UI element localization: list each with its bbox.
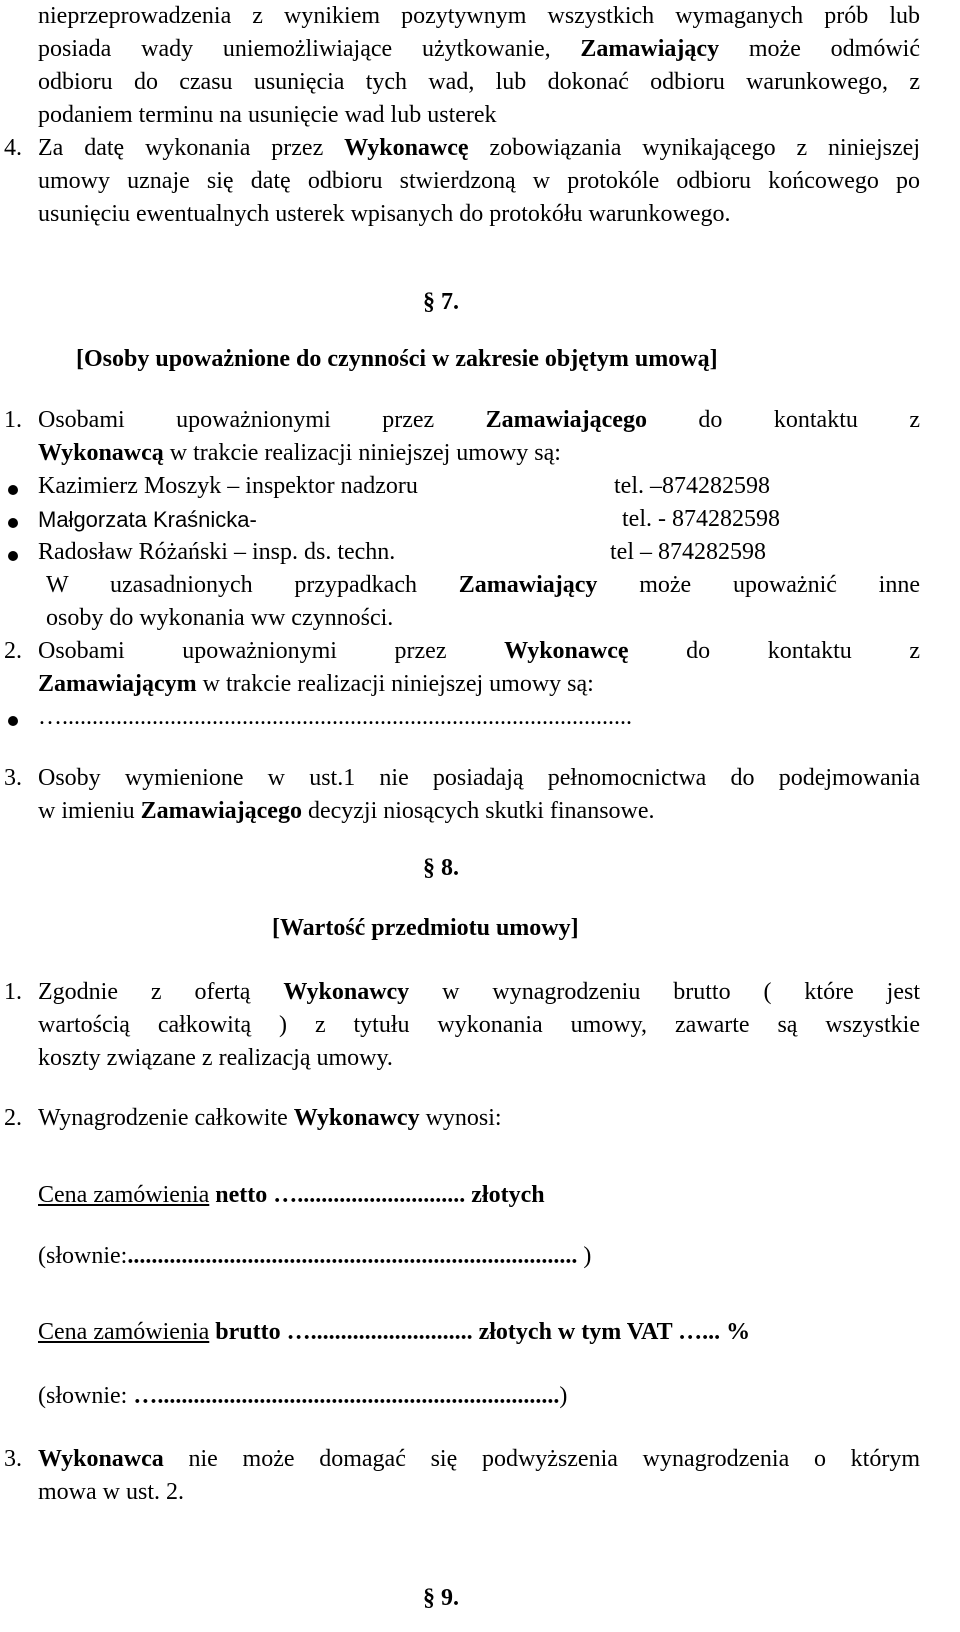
paragraph-line: Wykonawca nie może domagać się podwyższenia wynagrodzenia o którym [38,1446,920,1472]
bullet-icon [8,485,18,495]
list-number: 2. [4,638,22,664]
list-item: Małgorzata Kraśnicka- [38,507,257,532]
price-netto-line: Cena zamówienia netto …............................ złotych [38,1182,545,1208]
paragraph-line: podaniem terminu na usunięcie wad lub usterek [38,102,497,128]
list-item-phone: tel. –874282598 [614,473,770,499]
list-item: Radosław Różański – insp. ds. techn. [38,539,396,565]
paragraph-line: Osobami upoważnionymi przez Zamawiającego do kontaktu z [38,407,920,433]
paragraph-line: Osoby wymienione w ust.1 nie posiadają pełnomocnictwa do podejmowania [38,765,920,791]
list-item-phone: tel. - 874282598 [622,506,780,532]
price-brutto-line: Cena zamówienia brutto …........................... złotych w tym VAT …... % [38,1319,751,1345]
list-number: 1. [4,979,22,1005]
paragraph-line: umowy uznaje się datę odbioru stwierdzoną w protokóle odbioru końcowego po [38,168,920,194]
paragraph-line: W uzasadnionych przypadkach Zamawiający może upoważnić inne [46,572,921,598]
bullet-icon [8,551,18,561]
paragraph-line: Wynagrodzenie całkowite Wykonawcy wynosi: [38,1105,502,1131]
list-number: 2. [4,1105,22,1131]
section-heading: § 8. [423,855,459,881]
price-netto-words-line: (słownie:........................................................................... ) [38,1243,592,1269]
paragraph-line: nieprzeprowadzenia z wynikiem pozytywnym wszystkich wymaganych prób lub [38,3,920,29]
list-number: 4. [4,135,22,161]
list-number: 3. [4,1446,22,1472]
list-item: Kazimierz Moszyk – inspektor nadzoru [38,473,418,499]
section-title: [Wartość przedmiotu umowy] [272,915,579,941]
list-item-blank: …............................................................................................... [38,704,632,730]
paragraph-line: usunięciu ewentualnych usterek wpisanych do protokółu warunkowego. [38,201,731,227]
price-brutto-words-line: (słownie: …...................................................................) [38,1383,568,1409]
paragraph-line: mowa w ust. 2. [38,1479,184,1505]
bullet-icon [8,716,18,726]
paragraph-line: Osobami upoważnionymi przez Wykonawcę do kontaktu z [38,638,920,664]
paragraph-line: Wykonawcą w trakcie realizacji niniejszej umowy są: [38,440,561,466]
paragraph-line: w imieniu Zamawiającego decyzji niosących skutki finansowe. [38,798,655,824]
paragraph-line: wartością całkowitą ) z tytułu wykonania umowy, zawarte są wszystkie [38,1012,920,1038]
section-title: [Osoby upoważnione do czynności w zakresie objętym umową] [76,346,718,372]
paragraph-line: osoby do wykonania ww czynności. [46,605,394,631]
list-number: 3. [4,765,22,791]
section-heading: § 7. [423,289,459,315]
paragraph-line: koszty związane z realizacją umowy. [38,1045,393,1071]
bullet-icon [8,518,18,528]
section-heading: § 9. [423,1585,459,1611]
paragraph-line: Za datę wykonania przez Wykonawcę zobowiązania wynikającego z niniejszej [38,135,920,161]
paragraph-line: Zgodnie z ofertą Wykonawcy w wynagrodzeniu brutto ( które jest [38,979,921,1005]
paragraph-line: odbioru do czasu usunięcia tych wad, lub dokonać odbioru warunkowego, z [38,69,920,95]
paragraph-line: Zamawiającym w trakcie realizacji niniejszej umowy są: [38,671,594,697]
list-number: 1. [4,407,22,433]
list-item-phone: tel – 874282598 [610,539,766,565]
paragraph-line: posiada wady uniemożliwiające użytkowanie, Zamawiający może odmówić [38,36,920,62]
